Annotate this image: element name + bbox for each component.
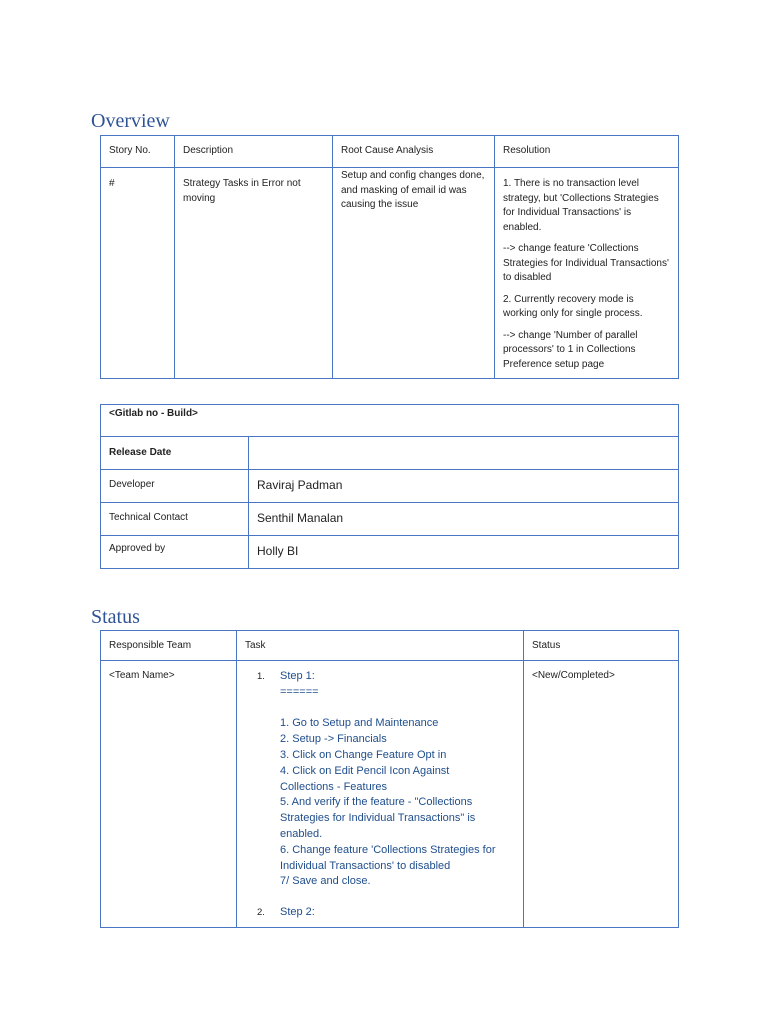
label-release-date: Release Date <box>101 437 249 470</box>
cell-story-no: # <box>101 168 175 379</box>
build-row-technical-contact <box>101 503 679 536</box>
status-header-row <box>101 631 679 661</box>
resolution-item: --> change 'Number of parallel processors' to 1 in Collections Preference setup page <box>503 329 638 370</box>
build-row-approved-by <box>101 536 679 569</box>
header-status: Status <box>524 631 679 661</box>
overview-header-row <box>101 136 679 168</box>
build-row-developer <box>101 470 679 503</box>
build-title-row <box>101 405 679 437</box>
cell-root-cause: Setup and config changes done, and masking of email id was causing the issue <box>333 168 495 379</box>
overview-table <box>100 135 679 379</box>
label-technical-contact: Technical Contact <box>101 503 249 536</box>
step-line: Step 1: <box>280 670 315 682</box>
step-line: 7/ Save and close. <box>280 875 371 888</box>
step-line: enabled. <box>280 827 323 840</box>
overview-heading: Overview <box>91 110 170 132</box>
cell-status: <New/Completed> <box>524 661 679 928</box>
step-line: Individual Transactions' to disabled <box>280 859 451 872</box>
header-resolution: Resolution <box>495 136 679 168</box>
resolution-item: 1. There is no transaction level strategy, but 'Collections Strategies for Individual Transactions' is enabled. <box>503 178 659 233</box>
label-developer: Developer <box>101 470 249 503</box>
status-data-row <box>101 661 679 928</box>
value-developer: Raviraj Padman <box>249 470 679 503</box>
step-line: 3. Click on Change Feature Opt in <box>280 748 447 761</box>
label-approved-by: Approved by <box>101 536 249 569</box>
step-line: 2. Setup -> Financials <box>280 733 387 746</box>
task-steps-list <box>237 669 515 921</box>
header-responsible-team: Responsible Team <box>101 631 237 661</box>
header-story-no: Story No. <box>101 136 175 168</box>
header-description: Description <box>175 136 333 168</box>
step-number: 2. <box>257 907 265 919</box>
step-line: ====== <box>280 685 319 698</box>
build-row-release-date <box>101 437 679 470</box>
resolution-item: 2. Currently recovery mode is working only for single process. <box>503 293 643 319</box>
step-line: Step 2: <box>280 906 315 919</box>
step-line: Strategies for Individual Transactions" is <box>280 812 476 825</box>
step-line: 5. And verify if the feature - "Collections <box>280 796 473 809</box>
step-number: 1. <box>257 671 265 682</box>
status-heading: Status <box>91 606 140 628</box>
value-release-date <box>249 437 679 470</box>
task-step <box>237 905 515 921</box>
step-line: Collections - Features <box>280 780 387 793</box>
cell-team: <Team Name> <box>101 661 237 928</box>
step-line: 4. Click on Edit Pencil Icon Against <box>280 764 450 777</box>
step-line: 1. Go to Setup and Maintenance <box>280 717 439 730</box>
overview-data-row <box>101 168 679 379</box>
value-approved-by: Holly BI <box>249 536 679 569</box>
build-title: <Gitlab no - Build> <box>101 405 679 437</box>
cell-task <box>237 661 524 928</box>
build-table <box>100 404 679 569</box>
status-table <box>100 630 679 928</box>
header-root-cause: Root Cause Analysis <box>333 136 495 168</box>
cell-resolution <box>495 168 679 379</box>
task-step <box>237 669 515 890</box>
header-task: Task <box>237 631 524 661</box>
step-line: 6. Change feature 'Collections Strategies for <box>280 843 496 856</box>
step-line <box>280 701 515 717</box>
cell-description: Strategy Tasks in Error not moving <box>175 168 333 379</box>
value-technical-contact: Senthil Manalan <box>249 503 679 536</box>
resolution-item: --> change feature 'Collections Strategies for Individual Transactions' to disabled <box>503 243 669 283</box>
